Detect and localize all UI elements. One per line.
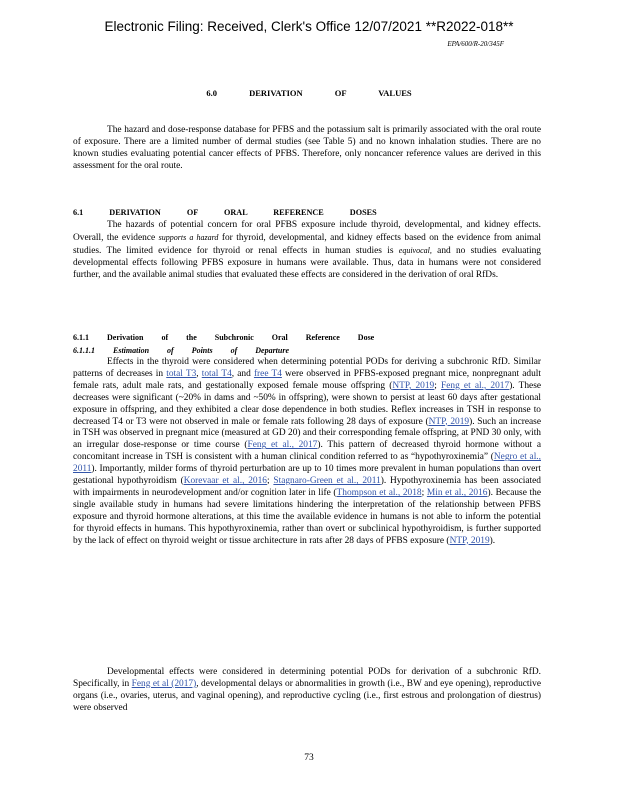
link-free-t4[interactable]: free T4 [253, 368, 282, 379]
heading-6-1-1: 6.1.1 Derivation of the Subchronic Oral Reference Dose [73, 333, 375, 342]
ref-ntp-2019[interactable]: NTP, 2019 [449, 535, 490, 546]
thyroid-text: ). Because the single available study in humans had severe limitations hindering the interpretation of the relationship between PFBS exposure and thyroid hormone alterations, at this time the available evidence in humans is not able to inform the potential for thyroid effects in humans. This hypothyroxinemia, rather than overt or subclinical hypothyroidism, is further supported by the lack of effect on thyroid weight or tissue architecture in rats after 28 days of PFBS exposure ( [73, 487, 541, 546]
ref-feng-2017[interactable]: Feng et al., 2017 [247, 440, 318, 451]
hazards-italic-1: supports a hazard [158, 232, 219, 242]
intro-text: The hazard and dose-response database for PFBS and the potassium salt is primarily associated with the oral route of exposure. There are a limited number of dermal studies (see Table 5) and no known inhalation studies. There are no known studies evaluating potential cancer effects of PFBS. Therefore, only noncancer reference values are derived in this assessment for the oral route. [73, 125, 541, 171]
filing-header: Electronic Filing: Received, Clerk's Office 12/07/2021 **R2022-018** [104, 19, 514, 34]
thyroid-text: ). This pattern of decreased thyroid hormone without a concomitant increase in TSH is consistent with a human clinical condition referred to as “hypothyroxinemia” ( [73, 440, 541, 463]
thyroid-text: ). [489, 535, 496, 546]
section-title: 6.0 DERIVATION OF VALUES [206, 88, 412, 98]
paragraph-developmental [73, 667, 541, 715]
ref-ntp-2019[interactable]: NTP, 2019 [392, 380, 435, 391]
paragraph-thyroid [73, 357, 541, 548]
hazards-text-c: and no studies evaluating developmental effects following PFBS exposure in humans were available. Thus, data in humans were not considered further, and the available animal studies that evaluated these effects are considered in the derivation of oral RfDs. [73, 245, 541, 280]
ref-feng-2017[interactable]: Feng et al (2017) [131, 678, 197, 689]
link-total-t4[interactable]: total T4 [201, 368, 232, 379]
ref-stagnaro-green-2011[interactable]: Stagnaro-Green et al., 2011 [273, 476, 381, 487]
heading-6-1-1-1: 6.1.1.1 Estimation of Points of Departure [73, 346, 290, 355]
thyroid-text: ). Such an increase in TSH was observed in pregnant mice (measured at GD 20) and their corresponding female offspring, at PND 30 only, with an irregular dose-response or time course ( [73, 416, 541, 451]
thyroid-text: ; [421, 487, 427, 498]
thyroid-text: ). Hypothyroxinemia has been associated with impairments in neurodevelopment and/or cognition later in life ( [73, 476, 541, 498]
ref-ntp-2019[interactable]: NTP, 2019 [428, 416, 470, 427]
paragraph-hazards [73, 220, 541, 282]
ref-min-2016[interactable]: Min et al., 2016 [426, 487, 488, 498]
thyroid-text: , [196, 368, 202, 379]
document-id: EPA/600/R-20/345F [447, 40, 504, 48]
thyroid-text: ; [266, 476, 274, 487]
hazards-text-a: The hazards of potential concern for oral PFBS exposure include thyroid, developmental, and kidney effects. Overall, the evidence [73, 220, 541, 243]
developmental-text: , developmental delays or abnormalities in growth (i.e., BW and eye opening), reproductive organs (i.e., ovaries, uterus, and vaginal opening), and reproductive cycling (i.e., first estrous and prolongation of diestrus) were observed [73, 678, 541, 713]
thyroid-text: , and [231, 368, 254, 379]
ref-korevaar-2016[interactable]: Korevaar et al., 2016 [183, 476, 267, 487]
hazards-text-b: for thyroid, developmental, and kidney effects based on the evidence from animal studies. The limited evidence for thyroid or renal effects in human studies is [73, 232, 541, 256]
thyroid-text: ). Importantly, milder forms of thyroid perturbation are up to 10 times more prevalent in human populations than overt gestational hypothyroidism ( [73, 464, 541, 487]
ref-negro-2011[interactable]: Negro et al., 2011 [73, 452, 541, 475]
page-number: 73 [304, 753, 314, 763]
thyroid-text: ). These decreases were significant (~20% in dams and ~50% in offspring), were shown to persist at least 60 days after gestational exposure in offspring, and they exhibited a clear dose dependence in both studies. Reflex increases in TSH in response to decreased T4 or T3 were not observed in male or female rats following 28 days of exposure ( [73, 380, 542, 427]
thyroid-text: Effects in the thyroid were considered when determining potential PODs for deriving a subchronic RfD. Similar patterns of decreases in [73, 357, 541, 379]
link-total-t3[interactable]: total T3 [166, 368, 197, 379]
ref-feng-2017[interactable]: Feng et al., 2017 [441, 380, 510, 391]
developmental-text: Developmental effects were considered in determining potential PODs for derivation of a subchronic RfD. Specifically, in [73, 667, 541, 689]
intro-paragraph [73, 125, 541, 173]
hazards-italic-2: equivocal, [398, 245, 432, 255]
thyroid-text: were observed in PFBS-exposed pregnant mice, nonpregnant adult female rats, adult male rats, and gestationally exposed female mouse offspring ( [73, 368, 541, 391]
ref-thompson-2018[interactable]: Thompson et al., 2018 [336, 487, 422, 498]
heading-6-1: 6.1 DERIVATION OF ORAL REFERENCE DOSES [73, 208, 377, 217]
thyroid-text: ; [434, 380, 442, 391]
